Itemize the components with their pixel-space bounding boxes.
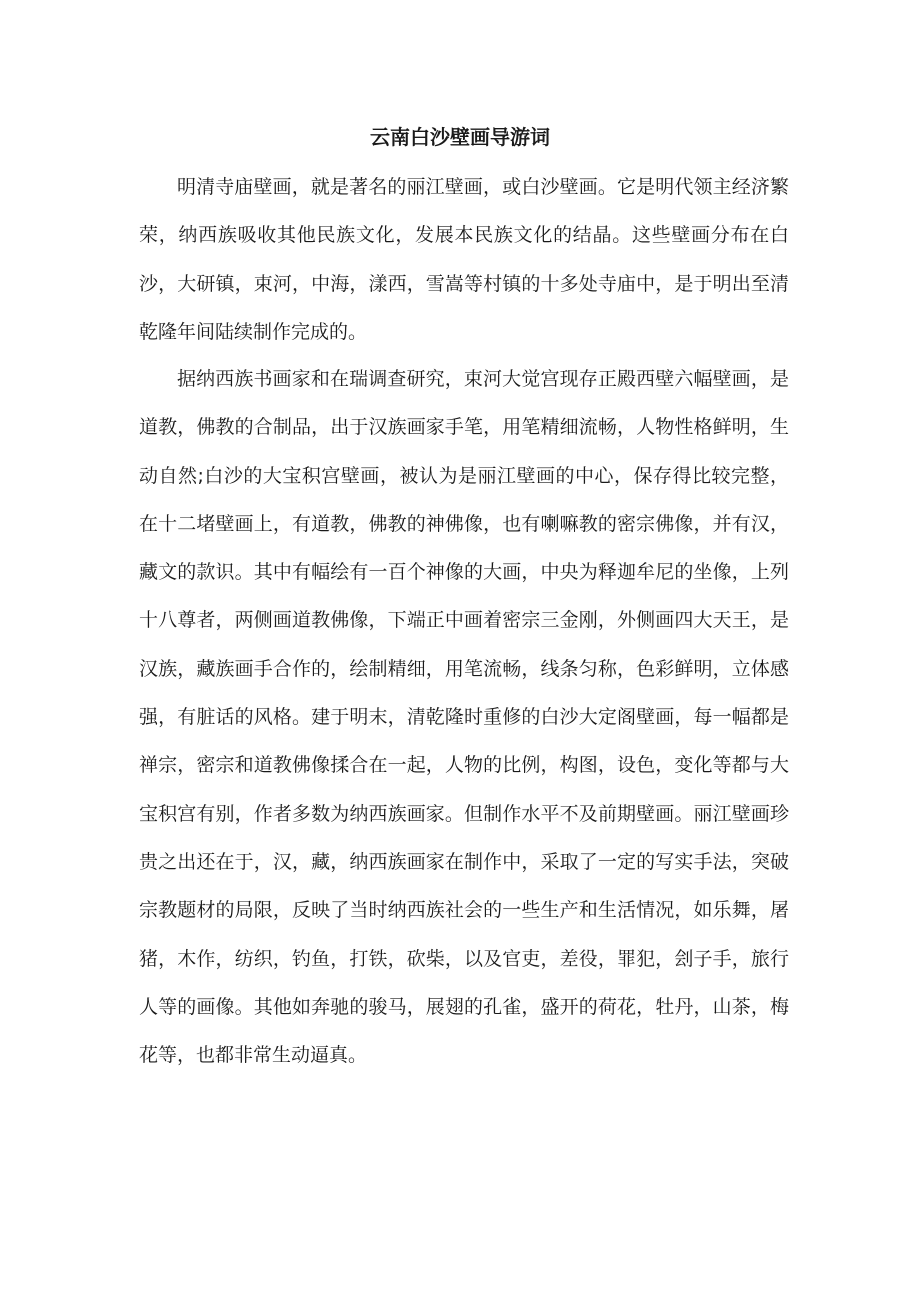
paragraph-research: 据纳西族书画家和在瑞调查研究，束河大觉宫现存正殿西壁六幅壁画，是道教，佛教的合制品，出于汉族画家手笔，用笔精细流畅，人物性格鲜明，生动自然;白沙的大宝积宫壁画，被认为是丽江壁画的中心，保存得比较完整，在十二堵壁画上，有道教，佛教的神佛像，也有喇嘛教的密宗佛像，并有汉，藏文的款识。其中有幅绘有一百个神像的大画，中央为释迦牟尼的坐像，上列十八尊者，两侧画道教佛像，下端正中画着密宗三金刚，外侧画四大天王，是汉族，藏族画手合作的，绘制精细，用笔流畅，线条匀称，色彩鲜明，立体感强，有脏话的风格。建于明末，清乾隆时重修的白沙大定阁壁画，每一幅都是禅宗，密宗和道教佛像揉合在一起，人物的比例，构图，设色，变化等都与大宝积宫有别，作者多数为纳西族画家。但制作水平不及前期壁画。丽江壁画珍贵之出还在于，汉，藏，纳西族画家在制作中，采取了一定的写实手法，突破宗教题材的局限，反映了当时纳西族社会的一些生产和生活情况，如乐舞，屠猪，木作，纺织，钓鱼，打铁，砍柴，以及官吏，差役，罪犯，刽子手，旅行人等的画像。其他如奔驰的骏马，展翅的孔雀，盛开的荷花，牡丹，山茶，梅花等，也都非常生动逼真。	[139, 368, 789, 1067]
document-title: 云南白沙壁画导游词	[370, 125, 550, 149]
paragraph-intro: 明清寺庙壁画，就是著名的丽江壁画，或白沙壁画。它是明代领主经济繁荣，纳西族吸收其他民族文化，发展本民族文化的结晶。这些壁画分布在白沙，大研镇，束河，中海，漾西，雪嵩等村镇的十多处寺庙中，是于明出至清乾隆年间陆续制作完成的。	[139, 176, 789, 343]
